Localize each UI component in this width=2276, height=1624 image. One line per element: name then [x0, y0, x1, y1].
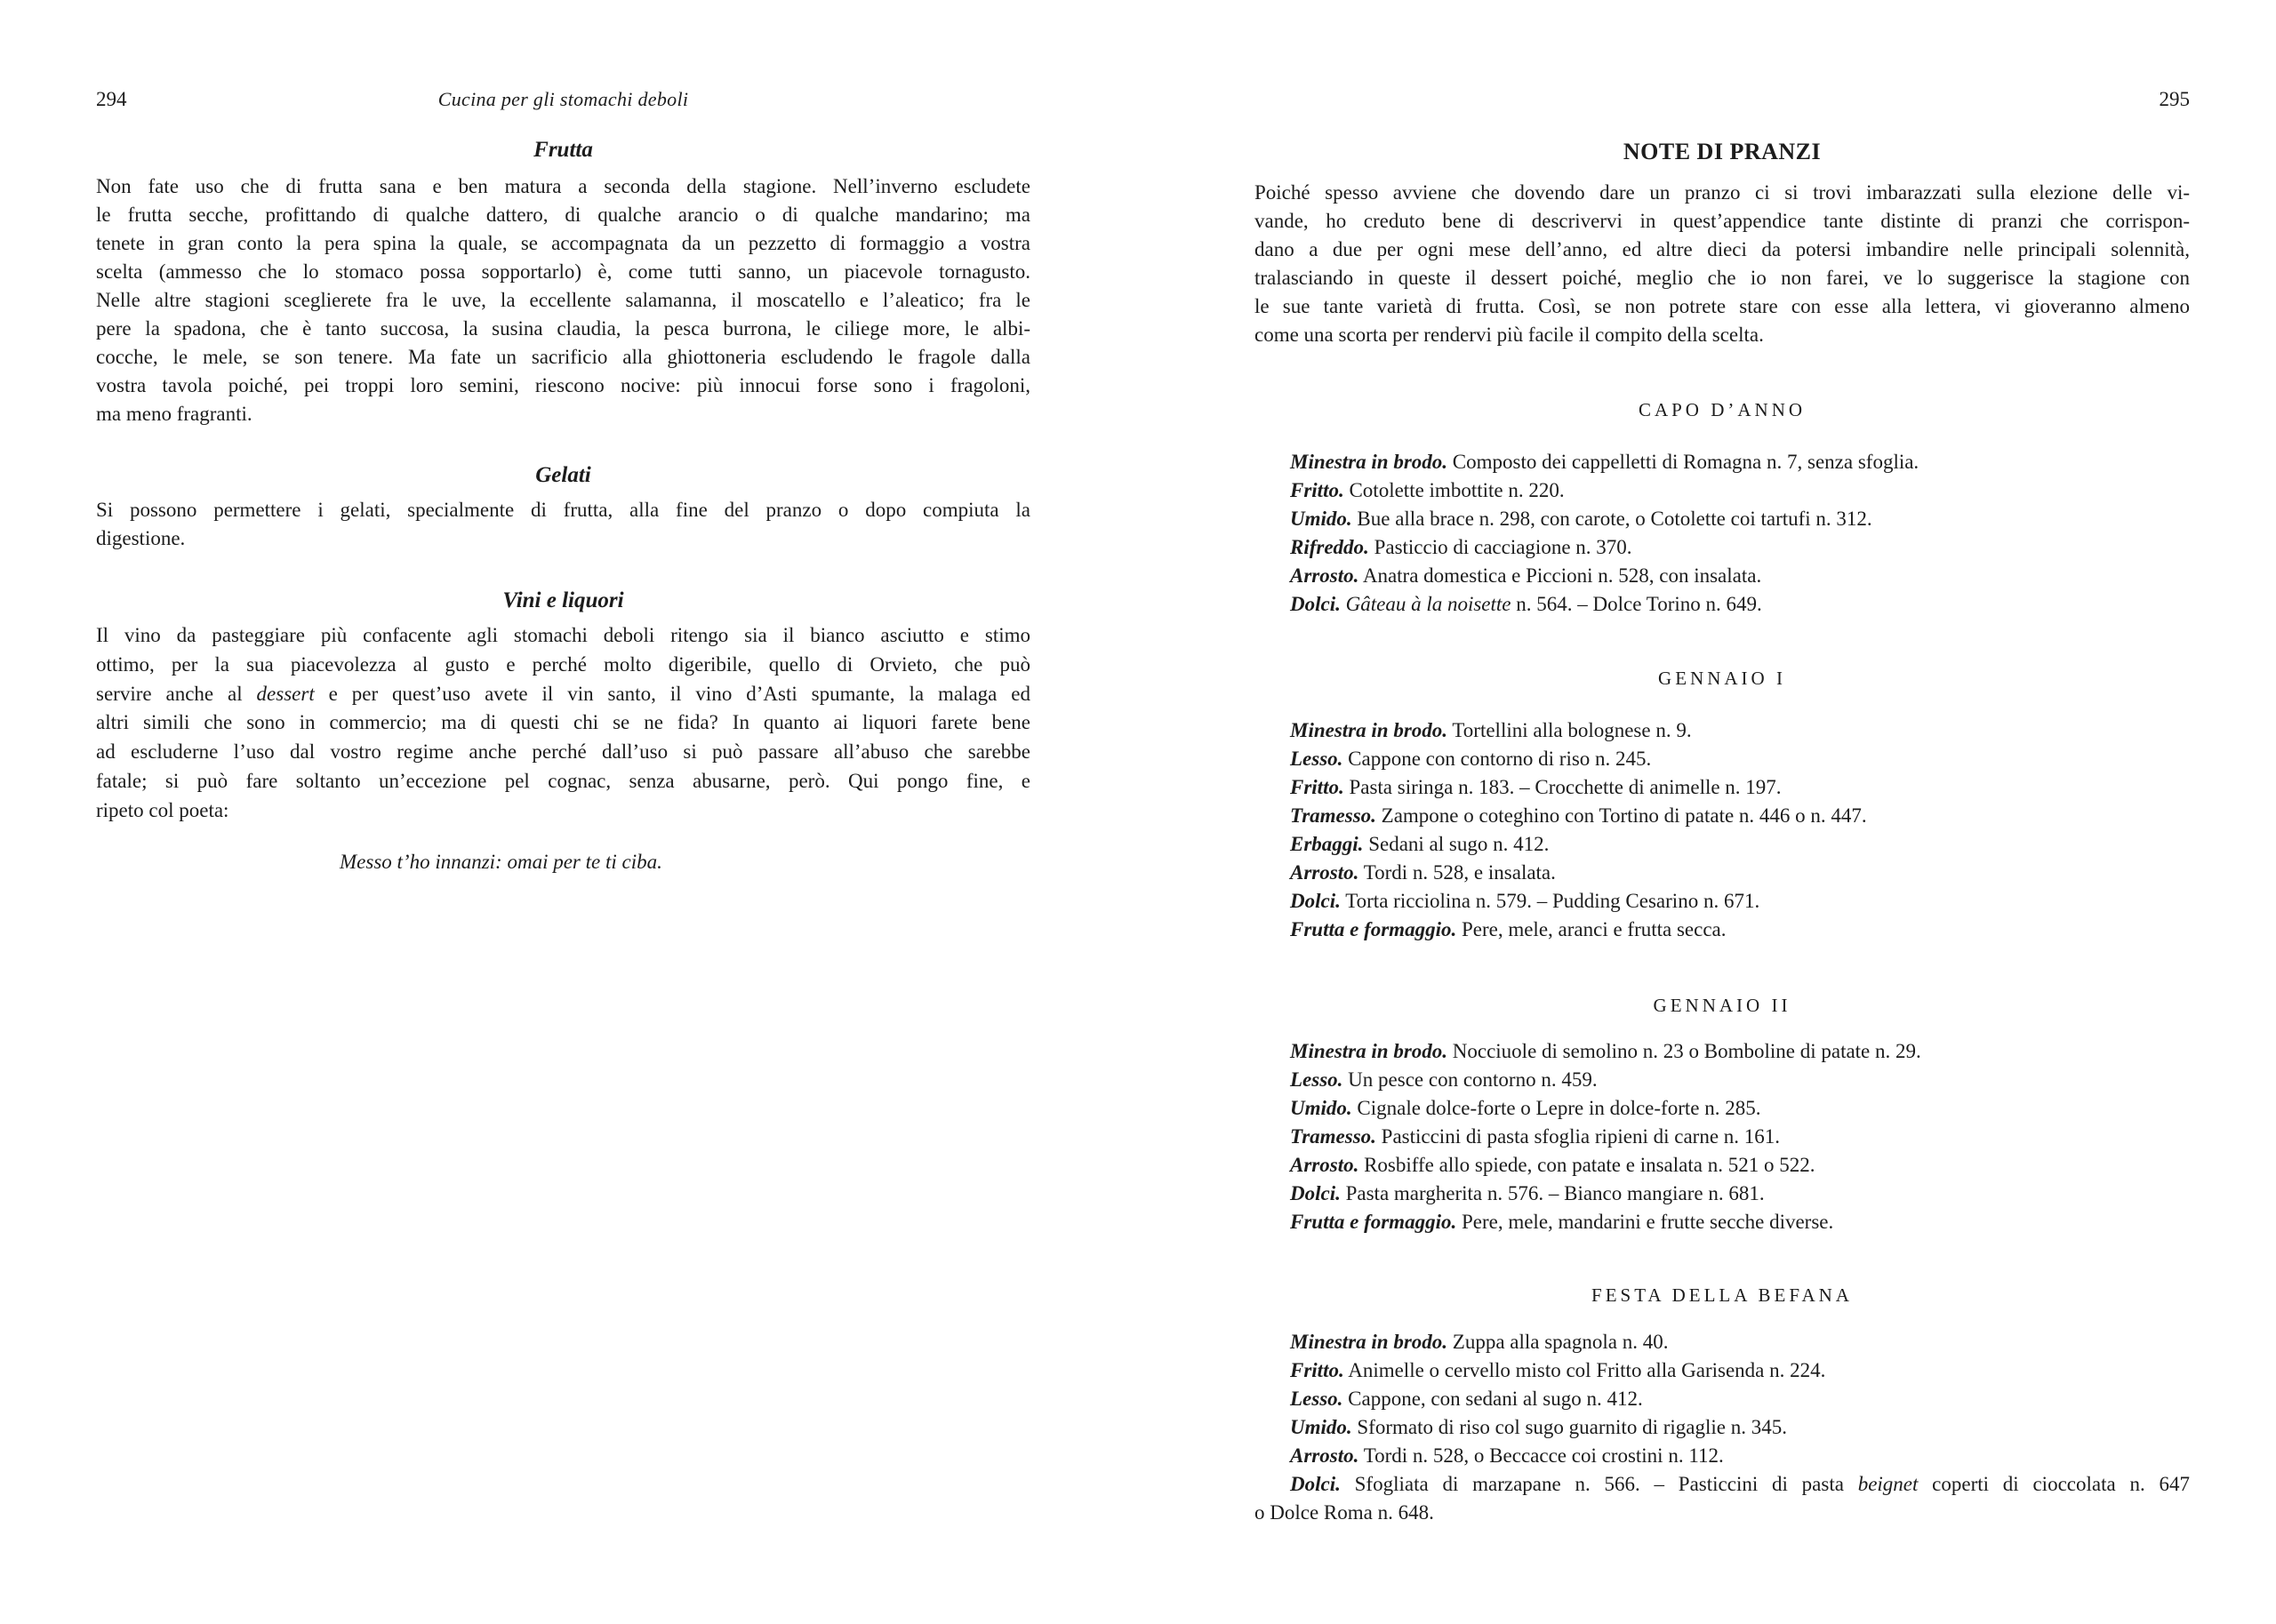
text-run: Poiché spesso avviene che dovendo dare un pranzo ci si trovi imbarazzati sulla elezione delle vi-: [1254, 181, 2190, 204]
course-item: [1254, 1151, 2190, 1180]
course-label: Erbaggi.: [1290, 833, 1364, 855]
text-run: Animelle o cervello misto col Fritto alla Garisenda n. 224.: [1348, 1359, 1826, 1381]
text-line: [96, 621, 1030, 651]
text-run: Pasticcio di cacciagione n. 370.: [1374, 536, 1632, 558]
text-run: Pere, mele, aranci e frutta secca.: [1461, 918, 1727, 940]
course-item: [1254, 1442, 2190, 1470]
course-line: [1254, 1037, 2190, 1066]
text-run: Tordi n. 528, o Beccacce coi crostini n. 112.: [1363, 1444, 1724, 1467]
text-line: [96, 708, 1030, 738]
menu-courses: [1254, 1037, 2190, 1236]
course-item: [1254, 562, 2190, 590]
course-item: [1254, 1123, 2190, 1151]
text-run: le sue tante varietà di frutta. Così, se non potrete stare con esse alla lettera, vi gioveranno almeno: [1254, 295, 2190, 317]
course-label: Dolci.: [1290, 1473, 1341, 1495]
course-item: [1254, 1470, 2190, 1527]
text-line: [1254, 264, 2190, 292]
course-line: [1254, 716, 2190, 745]
course-label: Rifreddo.: [1290, 536, 1369, 558]
course-line: [1254, 1328, 2190, 1356]
course-label: Arrosto.: [1290, 861, 1359, 884]
text-run: vostra tavola poiché, pei troppi loro semini, riescono nocive: più innocui forse sono i fragoloni,: [96, 374, 1030, 396]
section-heading: Frutta: [533, 138, 593, 162]
text-run: ripeto col poeta:: [96, 798, 229, 821]
text-run: Un pesce con contorno n. 459.: [1348, 1068, 1598, 1091]
course-line: [1254, 859, 2190, 887]
text-run: Zampone o coteghino con Tortino di patate n. 446 o n. 447.: [1381, 804, 1867, 827]
course-line: [1254, 887, 2190, 916]
section-paragraph: [96, 621, 1030, 826]
text-line: [96, 315, 1030, 343]
text-run: servire anche al: [96, 682, 257, 705]
course-line: [1254, 802, 2190, 830]
chapter-title: NOTE DI PRANZI: [1623, 139, 1822, 164]
course-label: Umido.: [1290, 1097, 1352, 1119]
text-run: Cotolette imbottite n. 220.: [1349, 479, 1565, 501]
text-run: vande, ho creduto bene di descrivervi in quest’appendice tante distinte di pranzi che corrispon-: [1254, 210, 2190, 232]
italic-term: dessert: [256, 682, 315, 705]
text-run: Anatra domestica e Piccioni n. 528, con insalata.: [1362, 564, 1762, 587]
course-item: [1254, 1413, 2190, 1442]
course-item: [1254, 1208, 2190, 1236]
course-line: [1254, 505, 2190, 533]
text-run: coperti di cioccolata n. 647: [1918, 1473, 2190, 1495]
text-run: Cappone con contorno di riso n. 245.: [1348, 748, 1652, 770]
text-run: Non fate uso che di frutta sana e ben matura a seconda della stagione. Nell’inverno escludete: [96, 175, 1030, 197]
text-line: [96, 229, 1030, 258]
course-item: [1254, 1066, 2190, 1094]
course-item: [1254, 830, 2190, 859]
course-line: [1254, 916, 2190, 944]
text-line: [96, 343, 1030, 372]
course-label: Fritto.: [1290, 1359, 1344, 1381]
course-label: Minestra in brodo.: [1290, 1331, 1448, 1353]
text-line: [96, 767, 1030, 796]
text-run: fatale; si può fare soltanto un’eccezione pel cognac, senza abusarne, però. Qui pongo fine, e: [96, 769, 1030, 792]
text-run: Cappone, con sedani al sugo n. 412.: [1348, 1388, 1643, 1410]
verse-quote: Messo t’ho innanzi: omai per te ti ciba.: [340, 851, 662, 873]
course-label: Arrosto.: [1290, 1444, 1359, 1467]
text-line: [1254, 236, 2190, 264]
course-item: [1254, 1385, 2190, 1413]
text-run: scelta (ammesso che lo stomaco possa sopportarlo) è, come tutti sanno, un piacevole tornagusto.: [96, 260, 1030, 283]
text-line: [96, 738, 1030, 767]
text-line: [96, 258, 1030, 286]
text-run: dano a due per ogni mese dell’anno, ed altre dieci da potersi imbandire nelle principali solennità,: [1254, 238, 2190, 260]
course-label: Umido.: [1290, 508, 1352, 530]
course-item: [1254, 533, 2190, 562]
text-run: Tortellini alla bolognese n. 9.: [1452, 719, 1692, 741]
course-item: [1254, 773, 2190, 802]
text-run: Nelle altre stagioni sceglierete fra le uve, la eccellente salamanna, il moscatello e l’aleatico; fra le: [96, 289, 1030, 311]
text-run: tenete in gran conto la pera spina la quale, se accompagnata da un pezzetto di formaggio a vostra: [96, 232, 1030, 254]
text-line: [96, 496, 1030, 524]
italic-term: beignet: [1857, 1473, 1919, 1495]
text-run: ad escluderne l’uso dal vostro regime anche perché dall’uso si può passare all’abuso che sarebbe: [96, 740, 1030, 764]
text-line: [96, 372, 1030, 400]
course-line: [1254, 1180, 2190, 1208]
course-label: Lesso.: [1290, 748, 1343, 770]
text-run: Pasticcini di pasta sfoglia ripieni di carne n. 161.: [1381, 1125, 1781, 1148]
course-line: [1254, 1413, 2190, 1442]
text-run: Sfogliata di marzapane n. 566. – Pasticcini di pasta: [1354, 1473, 1858, 1495]
text-line: [1254, 292, 2190, 321]
course-line: [1254, 562, 2190, 590]
page-number: 295: [2159, 88, 2190, 110]
text-run: Si possono permettere i gelati, specialmente di frutta, alla fine del pranzo o dopo compiuta la: [96, 499, 1030, 521]
course-line: [1254, 1499, 2190, 1527]
page-number: 294: [96, 88, 127, 110]
course-item: [1254, 1356, 2190, 1385]
intro-paragraph: [1254, 179, 2190, 349]
course-item: [1254, 448, 2190, 476]
text-line: [96, 286, 1030, 315]
text-run: Sformato di riso col sugo guarnito di rigaglie n. 345.: [1357, 1416, 1787, 1438]
text-run: Pasta margherita n. 576. – Bianco mangiare n. 681.: [1345, 1182, 1765, 1204]
text-line: [1254, 179, 2190, 207]
text-run: Composto dei cappelletti di Romagna n. 7, senza sfoglia.: [1452, 451, 1919, 473]
text-run: Sedani al sugo n. 412.: [1368, 833, 1550, 855]
text-line: [1254, 321, 2190, 349]
text-run: ottimo, per la sua piacevolezza al gusto e perché molto digeribile, quello di Orvieto, che può: [96, 652, 1030, 676]
course-item: [1254, 590, 2190, 619]
course-line: [1254, 533, 2190, 562]
course-label: Fritto.: [1290, 479, 1344, 501]
text-run: cocche, le mele, se son tenere. Ma fate un sacrificio alla ghiottoneria escludendo le fragole dalla: [96, 346, 1030, 368]
course-line: [1254, 1208, 2190, 1236]
course-label: Frutta e formaggio.: [1290, 918, 1457, 940]
menu-courses: [1254, 716, 2190, 944]
course-label: Frutta e formaggio.: [1290, 1211, 1457, 1233]
course-label: Lesso.: [1290, 1068, 1343, 1091]
text-line: [96, 796, 1030, 826]
section-heading: Gelati: [535, 463, 591, 487]
text-run: tralasciando in queste il dessert poiché, meglio che io non farei, ve lo suggerisce la stagione con: [1254, 267, 2190, 289]
course-item: [1254, 476, 2190, 505]
course-label: Dolci.: [1290, 593, 1341, 615]
text-run: altri simili che sono in commercio; ma di questi chi se ne fida? In quanto ai liquori farete bene: [96, 711, 1030, 734]
course-line: [1254, 1442, 2190, 1470]
text-line: [1254, 207, 2190, 236]
course-label: Arrosto.: [1290, 1154, 1359, 1176]
text-run: Nocciuole di semolino n. 23 o Bomboline di patate n. 29.: [1452, 1040, 1921, 1062]
course-line: [1254, 476, 2190, 505]
menu-title: CAPO D’ANNO: [1638, 399, 1807, 420]
text-run: ma meno fragranti.: [96, 403, 252, 425]
course-item: [1254, 887, 2190, 916]
course-item: [1254, 802, 2190, 830]
course-label: Arrosto.: [1290, 564, 1359, 587]
menu-title: GENNAIO II: [1653, 995, 1791, 1016]
course-label: Umido.: [1290, 1416, 1352, 1438]
course-line: [1254, 830, 2190, 859]
course-item: [1254, 916, 2190, 944]
course-item: [1254, 716, 2190, 745]
text-line: [96, 172, 1030, 201]
text-run: Pasta siringa n. 183. – Crocchette di animelle n. 197.: [1349, 776, 1782, 798]
section-paragraph: [96, 172, 1030, 428]
text-run: digestione.: [96, 527, 186, 549]
text-run: Pere, mele, mandarini e frutte secche diverse.: [1461, 1211, 1834, 1233]
text-line: [96, 651, 1030, 680]
course-line: [1254, 590, 2190, 619]
course-label: Minestra in brodo.: [1290, 719, 1448, 741]
course-item: [1254, 1094, 2190, 1123]
course-label: Dolci.: [1290, 1182, 1341, 1204]
course-item: [1254, 859, 2190, 887]
course-item: [1254, 505, 2190, 533]
text-run: Rosbiffe allo spiede, con patate e insalata n. 521 o 522.: [1364, 1154, 1815, 1176]
text-run: o Dolce Roma n. 648.: [1254, 1501, 1434, 1524]
menu-courses: [1254, 1328, 2190, 1527]
text-run: Il vino da pasteggiare più confacente agli stomachi deboli ritengo sia il bianco asciutto e stimo: [96, 624, 1030, 646]
course-line: [1254, 1151, 2190, 1180]
course-label: Dolci.: [1290, 890, 1341, 912]
course-item: [1254, 1180, 2190, 1208]
course-line: [1254, 745, 2190, 773]
text-run: pere la spadona, che è tanto succosa, la susina claudia, la pesca burrona, le ciliege more, le albi-: [96, 317, 1030, 340]
text-line: [96, 201, 1030, 229]
course-item: [1254, 1037, 2190, 1066]
text-run: le frutta secche, profittando di qualche dattero, di qualche arancio o di qualche mandarino; ma: [96, 204, 1030, 226]
text-line: [96, 680, 1030, 709]
course-line: [1254, 1094, 2190, 1123]
right-page: [1138, 0, 2276, 1624]
italic-term: Gâteau à la noisette: [1345, 593, 1511, 615]
course-label: Tramesso.: [1290, 1125, 1376, 1148]
course-line: [1254, 1385, 2190, 1413]
course-line: [1254, 1470, 2190, 1499]
course-line: [1254, 1066, 2190, 1094]
text-run: Tordi n. 528, e insalata.: [1363, 861, 1556, 884]
course-label: Tramesso.: [1290, 804, 1376, 827]
course-label: Lesso.: [1290, 1388, 1343, 1410]
course-item: [1254, 1328, 2190, 1356]
course-label: Minestra in brodo.: [1290, 451, 1448, 473]
course-line: [1254, 773, 2190, 802]
menu-title: FESTA DELLA BEFANA: [1591, 1284, 1853, 1306]
menu-courses: [1254, 448, 2190, 619]
text-run: e per quest’uso avete il vin santo, il vino d’Asti spumante, la malaga ed: [314, 682, 1030, 705]
course-label: Minestra in brodo.: [1290, 1040, 1448, 1062]
text-line: [96, 524, 1030, 553]
text-run: Bue alla brace n. 298, con carote, o Cotolette coi tartufi n. 312.: [1357, 508, 1872, 530]
text-run: n. 564. – Dolce Torino n. 649.: [1511, 593, 1762, 615]
course-line: [1254, 1123, 2190, 1151]
course-label: Fritto.: [1290, 776, 1344, 798]
menu-title: GENNAIO I: [1658, 668, 1786, 689]
section-paragraph: [96, 496, 1030, 553]
text-run: come una scorta per rendervi più facile il compito della scelta.: [1254, 324, 1764, 346]
running-head: Cucina per gli stomachi deboli: [437, 88, 689, 110]
text-run: Torta ricciolina n. 579. – Pudding Cesarino n. 671.: [1345, 890, 1760, 912]
text-run: Cignale dolce-forte o Lepre in dolce-forte n. 285.: [1357, 1097, 1761, 1119]
course-item: [1254, 745, 2190, 773]
text-line: [96, 400, 1030, 428]
text-run: Zuppa alla spagnola n. 40.: [1452, 1331, 1669, 1353]
section-heading: Vini e liquori: [502, 588, 624, 612]
course-line: [1254, 448, 2190, 476]
course-line: [1254, 1356, 2190, 1385]
